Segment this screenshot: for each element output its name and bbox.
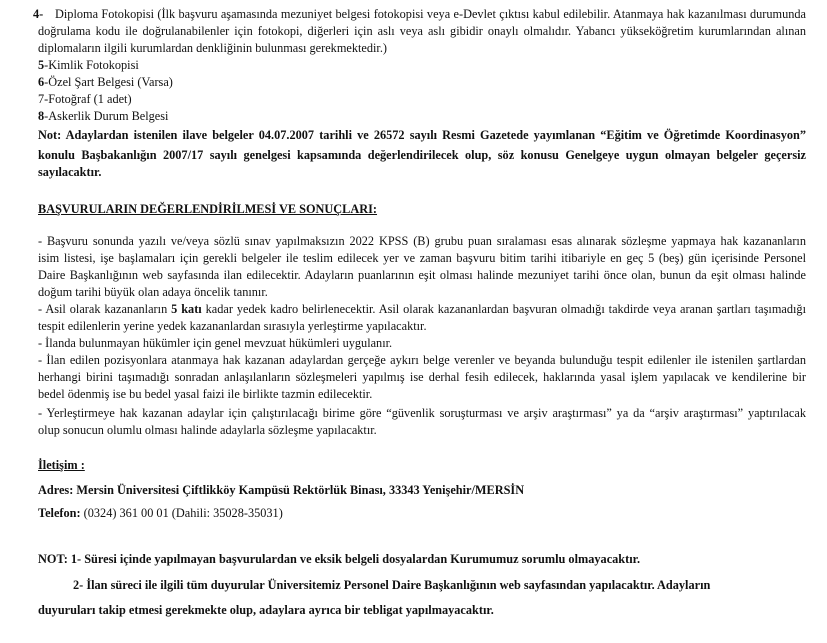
evaluation-p3: - İlanda bulunmayan hükümler için genel mevzuat hükümleri uygulanır.	[38, 336, 393, 350]
contact-phone: Telefon: (0324) 361 00 01 (Dahili: 35028-35031)	[38, 506, 283, 520]
contact-address: Adres: Mersin Üniversitesi Çiftlikköy Kampüsü Rektörlük Binası, 33343 Yenişehir/MERSİN	[38, 483, 525, 497]
note-line-1: Not: Adaylardan istenilen ilave belgeler 04.07.2007 tarihli ve 26572 sayılı Resmi Gazetede yayımlanan “Eğitim ve Öğretimde Koordinasyon”	[38, 128, 806, 142]
evaluation-p1-line-2: isim listesi, işe başlamaları için gerekli belgeler ile teslim edilecek yer ve zaman başvuru bitim tarihi itibariyle en geç 5 (beş) gün içerisinde Personel	[38, 251, 806, 265]
list-item-6: 6-Özel Şart Belgesi (Varsa)	[38, 75, 173, 89]
evaluation-p2-line-1: - Asil olarak kazananların 5 katı kadar yedek kadro belirlenecektir. Asil olarak kazananlardan başvuran olmadığı takdirde veya aranan şartları taşımadığı	[38, 302, 806, 316]
final-note-2-line-1: 2- İlan süreci ile ilgili tüm duyurular Üniversitemiz Personel Daire Başkanlığının web sayfasından yapılacaktır. Adayların	[73, 578, 711, 592]
list-item-4-line-3: diplomaların ilgili kurumlardan denkliğinin bulunması gerekmektedir.)	[38, 41, 388, 55]
final-note-2-line-2: duyuruları takip etmesi gerekmekte olup, adaylara ayrıca bir tebligat yapılmayacaktır.	[38, 603, 494, 617]
contact-heading: İletişim :	[38, 458, 85, 472]
evaluation-p4-line-1: - İlan edilen pozisyonlara atanmaya hak kazanan adaylardan gerçeğe aykırı belge verenler ve beyanda bulunduğu tespit edilenler ile istenilen şartlardan	[38, 353, 806, 367]
list-item-7: 7-Fotoğraf (1 adet)	[38, 92, 132, 106]
list-item-5: 5-Kimlik Fotokopisi	[38, 58, 139, 72]
evaluation-p1-line-1: - Başvuru sonunda yazılı ve/veya sözlü sınav yapılmaksızın 2022 KPSS (B) grubu puan sıralaması esas alınarak sözleşme yapmaya hak kazananların	[38, 234, 806, 248]
list-item-4-line-1: Diploma Fotokopisi (İlk başvuru aşamasında mezuniyet belgesi fotokopisi veya e-Devlet çıktısı kabul edilebilir. Atanmaya hak kazanılması durumunda	[55, 7, 806, 21]
note-line-3: sayılacaktır.	[38, 165, 102, 179]
list-item-4-number: 4-	[33, 7, 44, 21]
evaluation-p2-line-2: tespit edilenlerin yerine yedek kazananlardan sırasıyla yerleştirme yapılacaktır.	[38, 319, 427, 333]
list-item-8: 8-Askerlik Durum Belgesi	[38, 109, 169, 123]
final-note-1: NOT: 1- Süresi içinde yapılmayan başvurulardan ve eksik belgeli dosyalardan Kurumumuz sorumlu olmayacaktır.	[38, 552, 641, 566]
evaluation-heading: BAŞVURULARIN DEĞERLENDİRİLMESİ VE SONUÇLARI:	[38, 202, 378, 216]
evaluation-p5-line-1: - Yerleştirmeye hak kazanan adaylar için çalıştırılacağı birime göre “güvenlik soruşturması ve arşiv araştırması” ya da “arşiv araştırması” yaptırılacak	[38, 406, 806, 420]
evaluation-p4-line-3: bedel ödenmiş ise bu bedel yasal faizi ile birlikte tazmin edilecektir.	[38, 387, 373, 401]
evaluation-p1-line-4: doğum tarihi büyük olan adaya öncelik tanınır.	[38, 285, 268, 299]
evaluation-p1-line-3: Daire Başkanlığının web sayfasında ilan edilecektir. Adayların puanlarının eşit olması halinde mezuniyet tarihi önce olan, bunun da eşit olması halinde	[38, 268, 806, 282]
note-line-2: konulu Başbakanlığın 2007/17 sayılı genelgesi kapsamında değerlendirilecek olup, söz konusu Genelgeye uygun olmayan belgeler geçersiz	[38, 148, 806, 162]
evaluation-p4-line-2: herhangi birini taşımadığı sonradan anlaşılanların sözleşmeleri yapılmış ise derhal fesih edilecek, haklarında yasal işlem yapılacak ve kendilerine bir	[38, 370, 806, 384]
evaluation-p5-line-2: olup sonucun olumlu olması halinde adaylarla sözleşme yapılacaktır.	[38, 423, 377, 437]
list-item-4-line-2: doğrulama kodu ile doğrulanabilenler için fotokopi, diğerleri için aslı veya aslı gibidir onaylı olmalıdır. Yabancı yükseköğretim kurumlarından alınan	[38, 24, 806, 38]
